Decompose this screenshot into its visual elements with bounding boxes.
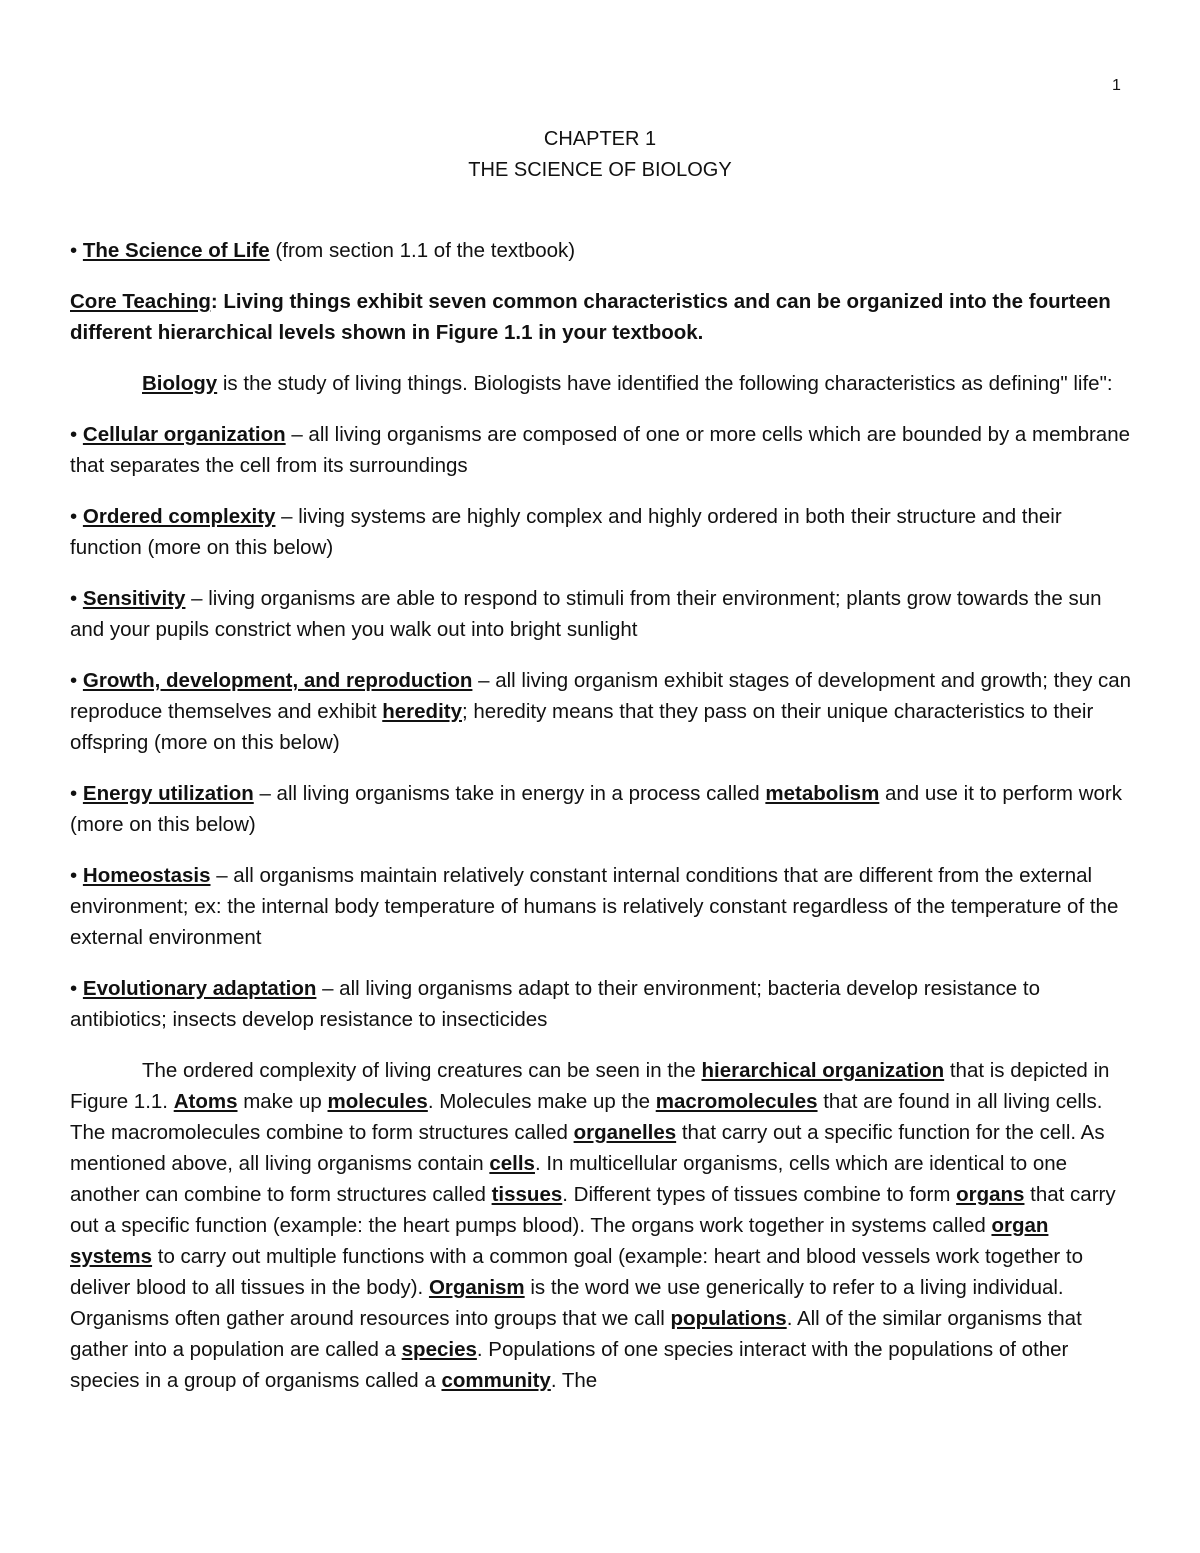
chapter-header <box>0 124 1200 186</box>
key-term: populations <box>670 1307 787 1330</box>
characteristic-text: ; heredity means that they pass on their unique characteristics to their offspring (more on this below) <box>70 700 1094 754</box>
key-term: metabolism <box>765 782 880 805</box>
key-term: Cellular organization <box>82 423 286 446</box>
section-heading-line <box>70 235 1132 266</box>
paragraph-text: The ordered complexity of living creatures can be seen in the <box>142 1059 702 1082</box>
bullet: • <box>70 782 78 805</box>
characteristic-text: – all living organism exhibit stages of development and growth; they can reproduce themselves and exhibit <box>70 669 1132 723</box>
key-term: heredity <box>382 700 462 723</box>
characteristic-text: – all living organisms adapt to their environment; bacteria develop resistance to antibiotics; insects develop resistance to insecticides <box>70 977 1040 1031</box>
key-term: Organism <box>428 1276 525 1299</box>
intro-text: is the study of living things. Biologists have identified the following characteristics as defining" life": <box>217 372 1113 395</box>
key-term: Biology <box>142 372 218 395</box>
key-term: Evolutionary adaptation <box>82 977 317 1000</box>
characteristic-item <box>70 778 1132 840</box>
paragraph-text: . The <box>550 1369 598 1392</box>
key-term: organelles <box>573 1121 677 1144</box>
characteristic-item <box>70 419 1132 481</box>
paragraph-text: that is depicted in Figure 1.1. <box>70 1059 1110 1113</box>
paragraph-text: is the word we use generically to refer to a living individual. Organisms often gather around resources into groups that we call <box>70 1276 1064 1330</box>
key-term: species <box>401 1338 477 1361</box>
core-teaching <box>70 286 1132 348</box>
core-teaching-colon: : <box>210 290 218 313</box>
characteristic-item <box>70 501 1132 563</box>
characteristic-item <box>70 973 1132 1035</box>
bullet: • <box>70 239 78 262</box>
bullet: • <box>70 977 78 1000</box>
paragraph-text: . In multicellular organisms, cells which are identical to one another can combine to form structures called <box>70 1152 1068 1206</box>
key-term: Growth, development, and reproduction <box>82 669 473 692</box>
key-term: molecules <box>327 1090 428 1113</box>
characteristic-item <box>70 860 1132 953</box>
characteristic-text: – living organisms are able to respond to stimuli from their environment; plants grow towards the sun and your pupils constrict when you walk out into bright sunlight <box>70 587 1102 641</box>
characteristic-text: – all living organisms are composed of one or more cells which are bounded by a membrane that separates the cell from its surroundings <box>70 423 1130 477</box>
paragraph-text: that carry out a specific function (example: the heart pumps blood). The organs work together in systems called <box>70 1183 1116 1237</box>
core-teaching-label: Core Teaching <box>70 290 211 313</box>
key-term: organ systems <box>70 1214 1049 1268</box>
characteristic-text: and use it to perform work (more on this below) <box>70 782 1122 836</box>
section-heading: The Science of Life <box>82 239 270 262</box>
paragraph-text: . All of the similar organisms that gather into a population are called a <box>70 1307 1082 1361</box>
chapter-number: CHAPTER 1 <box>543 128 657 150</box>
paragraph-text: . Different types of tissues combine to form <box>562 1183 957 1206</box>
paragraph-text: . Molecules make up the <box>427 1090 656 1113</box>
core-teaching-text: Living things exhibit seven common characteristics and can be organized into the fourteen different hierarchical levels shown in Figure 1.1 in your textbook. <box>70 290 1111 344</box>
bullet: • <box>70 423 78 446</box>
bullet: • <box>70 587 78 610</box>
chapter-title: THE SCIENCE OF BIOLOGY <box>468 159 732 181</box>
bullet: • <box>70 864 78 887</box>
key-term: cells <box>489 1152 535 1175</box>
characteristic-text: – all living organisms take in energy in a process called <box>253 782 766 805</box>
page-number: 1 <box>1112 77 1121 94</box>
key-term: tissues <box>491 1183 563 1206</box>
key-term: Atoms <box>173 1090 238 1113</box>
paragraph-text: . Populations of one species interact with the populations of other species in a group of organisms called a <box>70 1338 1069 1392</box>
document-body <box>70 235 1132 1416</box>
key-term: macromolecules <box>655 1090 818 1113</box>
key-term: community <box>441 1369 551 1392</box>
characteristic-item <box>70 583 1132 645</box>
hierarchy-paragraph <box>70 1055 1132 1396</box>
bullet: • <box>70 505 78 528</box>
paragraph-text: that are found in all living cells. The macromolecules combine to form structures called <box>70 1090 1103 1144</box>
characteristic-text: – all organisms maintain relatively constant internal conditions that are different from the external environment; ex: the internal body temperature of humans is relatively constant regardless of the temperature of the external environment <box>70 864 1119 949</box>
key-term: Ordered complexity <box>82 505 276 528</box>
characteristic-text: – living systems are highly complex and highly ordered in both their structure and their function (more on this below) <box>70 505 1062 559</box>
paragraph-text: that carry out a specific function for the cell. As mentioned above, all living organisms contain <box>70 1121 1105 1175</box>
paragraph-text: to carry out multiple functions with a common goal (example: heart and blood vessels work together to deliver blood to all tissues in the body). <box>70 1245 1084 1299</box>
key-term: organs <box>956 1183 1025 1206</box>
bullet: • <box>70 669 78 692</box>
key-term: hierarchical organization <box>701 1059 945 1082</box>
key-term: Sensitivity <box>82 587 186 610</box>
key-term: Homeostasis <box>82 864 211 887</box>
paragraph-text: make up <box>237 1090 328 1113</box>
key-term: Energy utilization <box>82 782 254 805</box>
intro-paragraph <box>70 368 1132 399</box>
characteristic-item <box>70 665 1132 758</box>
section-source-note: (from section 1.1 of the textbook) <box>275 239 576 262</box>
